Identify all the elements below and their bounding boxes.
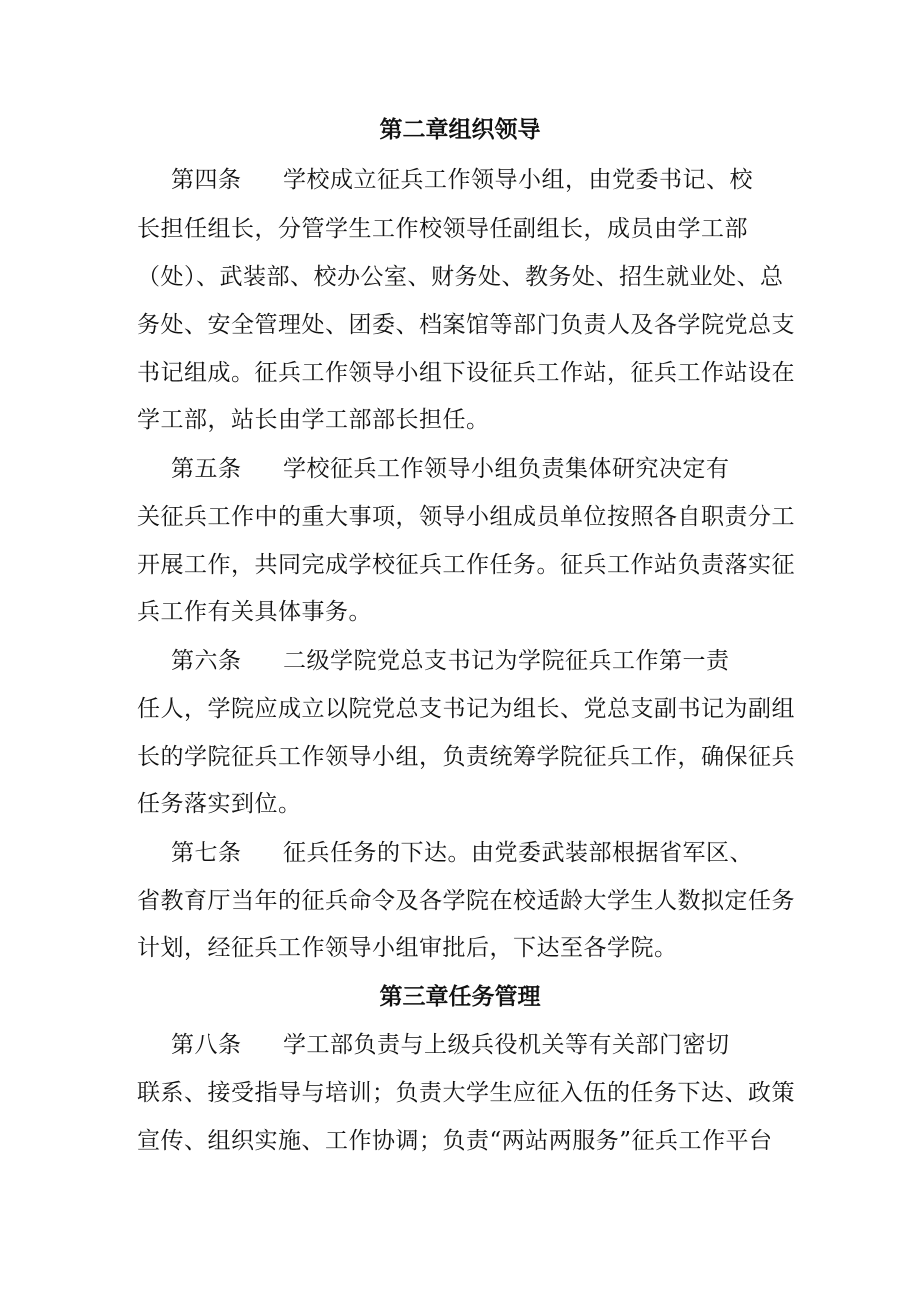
article-line: 书记组成。征兵工作领导小组下设征兵工作站，征兵工作站设在 <box>137 360 795 386</box>
article-text: 学校征兵工作领导小组负责集体研究决定有 <box>283 456 730 482</box>
chapter-heading: 第三章任务管理 <box>379 984 541 1010</box>
article-first-line <box>171 165 753 195</box>
article-number: 第五条 <box>171 456 242 482</box>
article-number: 第四条 <box>171 167 242 193</box>
article-text: 征兵任务的下达。由党委武装部根据省军区、 <box>283 840 753 866</box>
article-line: 务处、安全管理处、团委、档案馆等部门负责人及各学院党总支 <box>137 312 795 338</box>
article-text: 二级学院党总支书记为学院征兵工作第一责 <box>283 648 730 674</box>
chapter-heading: 第二章组织领导 <box>379 117 541 143</box>
article-line: 长担任组长，分管学生工作校领导任副组长，成员由学工部 <box>137 216 748 242</box>
article-text: 学工部负责与上级兵役机关等有关部门密切 <box>283 1032 730 1058</box>
article-line: 计划，经征兵工作领导小组审批后，下达至各学院。 <box>137 935 678 961</box>
article-first-line <box>171 646 730 676</box>
article-line: 任务落实到位。 <box>137 791 302 817</box>
article-first-line <box>171 838 753 868</box>
article-line: 省教育厅当年的征兵命令及各学院在校适龄大学生人数拟定任务 <box>137 888 795 914</box>
article-line: 学工部，站长由学工部部长担任。 <box>137 407 490 433</box>
article-number: 第八条 <box>171 1032 242 1058</box>
article-number: 第六条 <box>171 648 242 674</box>
article-first-line <box>171 454 730 484</box>
article-line: 任人，学院应成立以院党总支书记为组长、党总支副书记为副组 <box>137 696 795 722</box>
article-line: 长的学院征兵工作领导小组，负责统筹学院征兵工作，确保征兵 <box>137 744 795 770</box>
article-line: 开展工作，共同完成学校征兵工作任务。征兵工作站负责落实征 <box>137 552 795 578</box>
article-line: （处）、武装部、校办公室、财务处、教务处、招生就业处、总 <box>137 264 784 290</box>
article-number: 第七条 <box>171 840 242 866</box>
article-line: 联系、接受指导与培训；负责大学生应征入伍的任务下达、政策 <box>137 1080 795 1106</box>
article-line: 兵工作有关具体事务。 <box>137 599 372 625</box>
article-first-line <box>171 1030 730 1060</box>
article-text: 学校成立征兵工作领导小组，由党委书记、校 <box>283 167 753 193</box>
article-line: 宣传、组织实施、工作协调；负责“两站两服务”征兵工作平台 <box>137 1128 773 1154</box>
article-line: 关征兵工作中的重大事项，领导小组成员单位按照各自职责分工 <box>137 504 795 530</box>
